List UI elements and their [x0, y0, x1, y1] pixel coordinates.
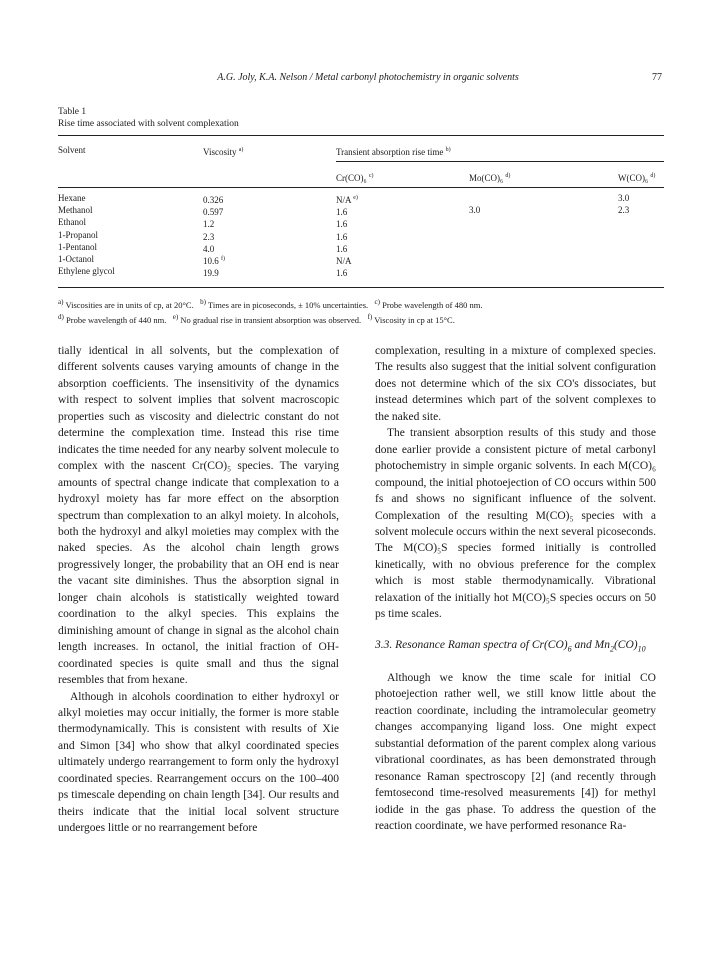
footnote-a: $^{a)}$ Viscosities are in units of cp, at 20°C.	[58, 298, 194, 310]
cell-cr: 1.6	[336, 243, 348, 254]
footnote-f: $^{f)}$ Viscosity in cp at 15°C.	[367, 312, 455, 325]
left-paragraph-2: Although in alcohols coordination to either hydroxyl or alkyl moieties may occur initially, the former is more stable thermodynamically. This is consistent with results of Xie and Simon [34] who show that alkyl coordinated species ultimately undergo rearrangement to form only the hydroxyl coordinated species. Rearrangement occurs on the 100–400 ps timescale depending on chain length [34]. Our results and theirs indicate that the initial local solvent structure undergoes little or no rearrangement before	[58, 690, 339, 835]
cell-cr: 1.6	[336, 231, 348, 242]
cell-solvent: 1-Octanol	[58, 254, 94, 264]
cell-viscosity: 1.2	[203, 219, 215, 230]
cell-cr: 1.6	[336, 268, 348, 279]
footnote-line-1	[58, 296, 664, 311]
table-title	[58, 106, 239, 130]
table-top-rule	[58, 135, 664, 136]
cell-solvent: 1-Pentanol	[58, 241, 97, 252]
cell-solvent: Methanol	[58, 205, 93, 216]
cell-cr: N/A $^{e)}$	[336, 195, 358, 205]
cell-solvent: Ethanol	[58, 217, 86, 228]
left-column	[58, 343, 339, 837]
header-transient: Transient absorption rise time $^{b)}$	[336, 147, 451, 157]
footnote-line-2	[58, 311, 664, 326]
section-heading: 3.3. Resonance Raman spectra of $Cr(CO)_6$ and $Mn_2(CO)_{10}$	[375, 638, 646, 653]
footnote-b: $^{b)}$ Times are in picoseconds, ± 10% uncertainties.	[200, 298, 369, 310]
cell-viscosity: 2.3	[203, 231, 215, 242]
header-cr: Cr(CO)₆ $^{c)}$	[336, 173, 374, 183]
cell-viscosity: 4.0	[203, 243, 215, 254]
right-paragraph-1: complexation, resulting in a mixture of complexed species. The results also suggest that the initial solvent configuration does not determine which of the six CO's dissociates, but instead determines which part of the solvent complexes to the naked site.	[375, 345, 656, 423]
cell-mo: 3.0	[469, 205, 481, 216]
cell-cr: N/A	[336, 256, 352, 266]
cell-viscosity: 19.9	[203, 268, 219, 279]
table-label: Table 1	[58, 107, 87, 117]
footnote-c: $^{c)}$ Probe wavelength of 480 nm.	[374, 298, 483, 310]
table-bottom-rule	[58, 287, 664, 288]
header-w: W(CO)₆ $^{d)}$	[618, 173, 656, 183]
header-bottom-rule	[58, 187, 664, 188]
footnote-d: $^{d)}$ Probe wavelength of 440 nm.	[58, 312, 167, 325]
cell-w: 2.3	[618, 205, 630, 216]
page-number: 77	[652, 72, 662, 83]
cell-cr: 1.6	[336, 219, 348, 230]
cell-solvent: Ethylene glycol	[58, 266, 115, 277]
right-column	[375, 343, 656, 835]
left-paragraph-1: tially identical in all solvents, but the complexation of different solvents causes varying amounts of change in the absorption coefficients. The insensitivity of the dynamics with respect to solvent implies that solvent macroscopic properties such as viscosity and dielectric constant do not determine the complexation time. Instead this rise time indicates the time needed for any nearby solvent molecule to complex with the nascent Cr(CO)₅ species. The varying amounts of spectral change indicate that complexation to a hydroxyl moiety has far more effect on the absorption spectrum than complexation to an alkyl moiety. In alcohols, both the hydroxyl and alkyl moieties may complex with the naked species. As the alcohol chain length grows progressively longer, the probability that an OH end is near the vacant site diminishes. Thus the absorption signal in longer chain alcohols is statistically weighted toward coordination to the alkyl species. This explains the diminishing amount of change in signal as the alcohol chain length increases. In octanol, the initial fraction of OH-coordinated species is quite small and thus the signal resembles that from hexane.	[58, 345, 339, 687]
cell-cr: 1.6	[336, 207, 348, 218]
cell-solvent: 1-Propanol	[58, 229, 98, 240]
table-caption: Rise time associated with solvent complexation	[58, 119, 239, 129]
header-solvent: Solvent	[58, 145, 86, 155]
cell-w: 3.0	[618, 193, 630, 203]
cell-viscosity: 0.326	[203, 195, 224, 205]
footnote-e: $^{e)}$ No gradual rise in transient absorption was observed.	[172, 312, 362, 325]
running-head: A.G. Joly, K.A. Nelson / Metal carbonyl photochemistry in organic solvents	[217, 72, 519, 83]
header-viscosity: Viscosity $^{a)}$	[203, 147, 244, 157]
transient-subrule	[336, 161, 664, 162]
cell-solvent: Hexane	[58, 193, 86, 203]
header-mo: Mo(CO)₆ $^{d)}$	[469, 173, 511, 183]
table-footnotes	[58, 296, 664, 326]
right-paragraph-3: Although we know the time scale for initial CO photoejection rather well, we still know little about the reaction coordinate, including the intramolecular geometry changes accompanying ligand loss. One might expect substantial deformation of the parent complex along various vibrational coordinates, as has been demonstrated through resonance Raman spectroscopy [2] (and recently through femtosecond time-resolved measurements [4]) for methyl iodide in the gas phase. To address the question of the reaction coordinate, we have performed resonance Ra-	[375, 672, 656, 833]
cell-viscosity: 10.6 $^{f)}$	[203, 256, 225, 266]
cell-viscosity: 0.597	[203, 207, 224, 218]
right-paragraph-2: The transient absorption results of this study and those done earlier provide a consistent picture of metal carbonyl photochemistry in simple organic solvents. In each M(CO)₆ compound, the initial photoejection of CO occurs within 500 fs and shows no significant influence of the solvent. Complexation of the resulting M(CO)₅ species with a solvent molecule occurs within the next several picoseconds. The M(CO)₅S species formed initially is controlled kinetically, with no obvious preference for the complex which is most stable thermodynamically. Vibrational relaxation of the initially hot M(CO)₅S species occurs on 50 ps time scales.	[375, 427, 656, 621]
